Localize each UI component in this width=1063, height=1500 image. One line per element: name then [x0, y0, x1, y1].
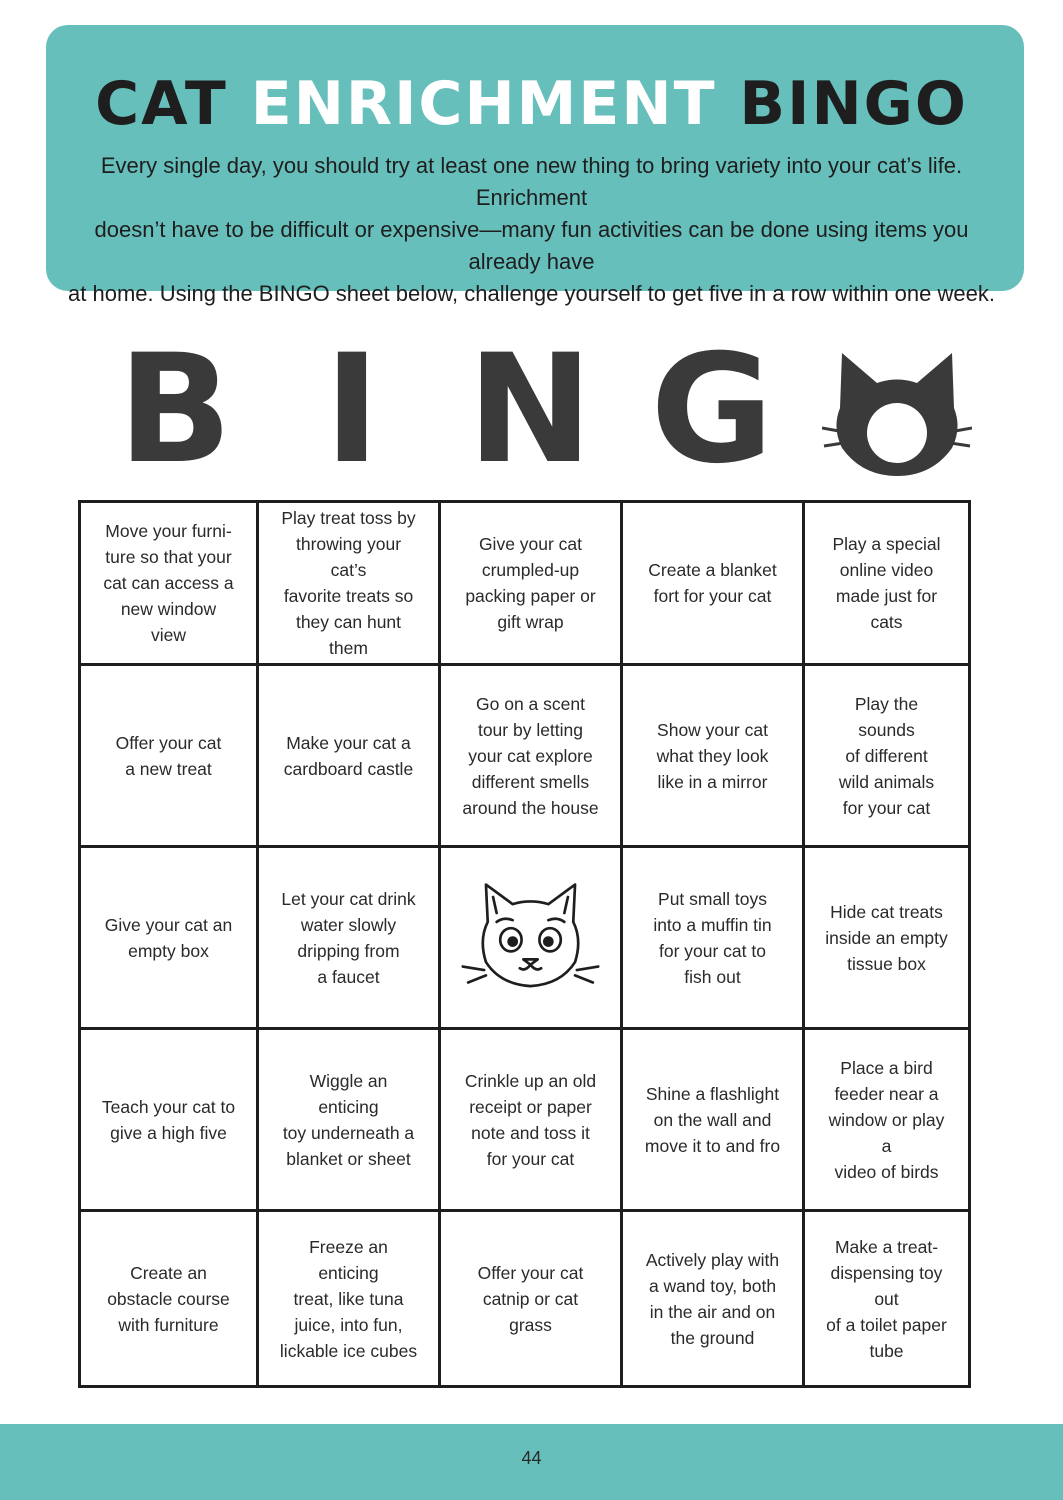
cell-line: for your cat	[842, 797, 931, 818]
bingo-cell	[259, 848, 441, 1030]
cell-line: like in a mirror	[657, 771, 768, 792]
page-number: 44	[521, 1448, 542, 1468]
bingo-cell	[441, 1212, 623, 1385]
cell-line: Let your cat drink	[281, 888, 416, 909]
free-space-cell	[441, 848, 623, 1030]
cell-line: wild animals	[838, 771, 935, 792]
cell-line: of different	[845, 745, 928, 766]
cell-line: Shine a flashlight	[645, 1083, 780, 1104]
bingo-cell	[805, 1212, 968, 1385]
title-enrichment: ENRICHMENT	[250, 69, 717, 139]
cell-line: grass	[509, 1314, 552, 1335]
title-bingo: BINGO	[739, 69, 968, 139]
cell-line: of a toilet paper	[826, 1314, 947, 1335]
cell-line: feeder near a	[834, 1083, 939, 1104]
cell-line: Crinkle up an old	[464, 1070, 597, 1091]
cell-line: empty box	[128, 940, 209, 961]
cell-line: Offer your cat	[477, 1262, 584, 1283]
cell-line: receipt or paper	[469, 1096, 592, 1117]
cell-line: new window view	[120, 599, 217, 645]
cell-line: with furniture	[118, 1314, 219, 1335]
bingo-letter-i: I	[324, 323, 380, 497]
cell-line: window or play a	[828, 1109, 945, 1156]
cell-line: ture so that your	[105, 547, 232, 567]
cell-line: favorite treats so	[283, 586, 414, 606]
cell-line: Make a treat-	[834, 1236, 939, 1257]
cell-line: packing paper or	[465, 586, 596, 606]
cell-line: Wiggle an enticing	[309, 1070, 388, 1117]
bingo-cell	[81, 1212, 259, 1385]
cell-line: Hide cat treats	[830, 901, 943, 922]
cell-line: fish out	[684, 966, 741, 987]
cell-line: online video	[839, 560, 934, 580]
bingo-cell	[441, 503, 623, 666]
bingo-cell	[259, 503, 441, 666]
cell-line: Offer your cat	[115, 732, 222, 753]
intro-line: at home. Using the BINGO sheet below, challenge yourself to get five in a row within one week.	[68, 281, 995, 306]
cell-line: a new treat	[125, 758, 212, 779]
intro-line: Every single day, you should try at least one new thing to bring variety into your cat’s life. Enrichment	[100, 153, 963, 210]
cell-line: toy underneath a	[282, 1122, 415, 1143]
cell-line: gift wrap	[497, 612, 564, 632]
cell-line: treat, like tuna	[293, 1288, 404, 1309]
cell-line: into a muffin tin	[653, 914, 772, 935]
cell-line: Actively play with	[645, 1249, 780, 1270]
cell-line: Move your furni-	[105, 521, 232, 541]
cell-line: throwing your cat’s	[295, 534, 402, 580]
cell-line: lickable ice cubes	[279, 1340, 418, 1361]
cell-line: fort for your cat	[653, 586, 772, 606]
cell-line: video of birds	[834, 1161, 939, 1182]
bingo-letter-g: G	[650, 323, 774, 497]
cell-line: Place a bird	[840, 1057, 933, 1078]
bingo-cell	[623, 503, 805, 666]
cell-line: on the wall and	[653, 1109, 772, 1130]
cell-line: Play a special	[832, 534, 941, 554]
cell-line: a faucet	[317, 966, 380, 987]
cell-line: the ground	[670, 1327, 755, 1348]
cat-head-silhouette-icon	[822, 348, 972, 478]
cell-line: Go on a scent	[476, 693, 585, 714]
cell-line: give a high five	[110, 1122, 227, 1143]
bingo-cell	[805, 503, 968, 666]
page-title	[0, 69, 1063, 139]
bingo-cell	[805, 848, 968, 1030]
cell-line: tube	[869, 1340, 904, 1361]
bingo-letter-b: B	[117, 323, 233, 497]
cell-line: cats	[870, 612, 903, 632]
cell-line: cat can access a	[103, 573, 234, 593]
bingo-cell	[259, 666, 441, 848]
cell-line: dispensing toy out	[830, 1262, 943, 1309]
cell-line: for your cat to	[658, 940, 766, 961]
cell-line: different smells	[471, 771, 590, 792]
bingo-cell	[81, 848, 259, 1030]
cell-line: dripping from	[297, 940, 400, 961]
cell-line: for your cat	[486, 1148, 575, 1169]
cell-line: blanket or sheet	[286, 1148, 411, 1169]
cell-line: note and toss it	[471, 1122, 590, 1143]
bingo-cell	[623, 1212, 805, 1385]
cell-line: Freeze an enticing	[309, 1236, 388, 1283]
cell-line: Give your cat	[478, 534, 583, 554]
cell-line: Teach your cat to	[101, 1096, 236, 1117]
cell-line: Play treat toss by	[281, 508, 416, 528]
cell-line: juice, into fun,	[294, 1314, 403, 1335]
cell-line: crumpled-up	[481, 560, 580, 580]
bingo-cell	[81, 503, 259, 666]
bingo-cell	[805, 1030, 968, 1212]
title-cat: CAT	[95, 69, 228, 139]
cell-line: obstacle course	[107, 1288, 230, 1309]
bingo-cell	[623, 666, 805, 848]
cell-line: a wand toy, both	[648, 1275, 777, 1296]
cell-line: inside an empty	[825, 927, 948, 948]
bingo-letter-n: N	[467, 323, 593, 497]
cell-line: Give your cat an	[104, 914, 233, 935]
cell-line: they can hunt them	[295, 612, 402, 658]
bingo-cell	[441, 1030, 623, 1212]
cell-line: catnip or cat	[482, 1288, 579, 1309]
intro-paragraph	[64, 150, 999, 310]
cell-line: what they look	[656, 745, 769, 766]
cell-line: Create an	[130, 1262, 207, 1283]
cell-line: around the house	[462, 797, 599, 818]
bingo-cell	[805, 666, 968, 848]
bingo-cell	[259, 1030, 441, 1212]
bingo-cell	[81, 666, 259, 848]
cell-line: in the air and on	[649, 1301, 776, 1322]
cell-line: move it to and fro	[644, 1135, 781, 1156]
cell-line: cardboard castle	[283, 758, 414, 779]
bingo-cell	[259, 1212, 441, 1385]
cell-line: your cat explore	[468, 745, 593, 766]
bingo-cell	[441, 666, 623, 848]
cell-line: tour by letting	[477, 719, 584, 740]
cell-line: tissue box	[847, 953, 926, 974]
cell-line: water slowly	[300, 914, 397, 935]
bingo-grid	[78, 500, 971, 1388]
cat-face-icon	[461, 870, 600, 1006]
cell-line: made just for	[835, 586, 938, 606]
cell-line: Show your cat	[657, 719, 768, 740]
cell-line: Put small toys	[658, 888, 767, 909]
bingo-cell	[623, 848, 805, 1030]
cell-line: Create a blanket	[648, 560, 777, 580]
intro-line: doesn’t have to be difficult or expensive—many fun activities can be done using items you already have	[94, 217, 969, 274]
cell-line: Make your cat a	[286, 732, 411, 753]
bingo-cell	[81, 1030, 259, 1212]
cell-line: Play the sounds	[854, 693, 919, 740]
bingo-cell	[623, 1030, 805, 1212]
